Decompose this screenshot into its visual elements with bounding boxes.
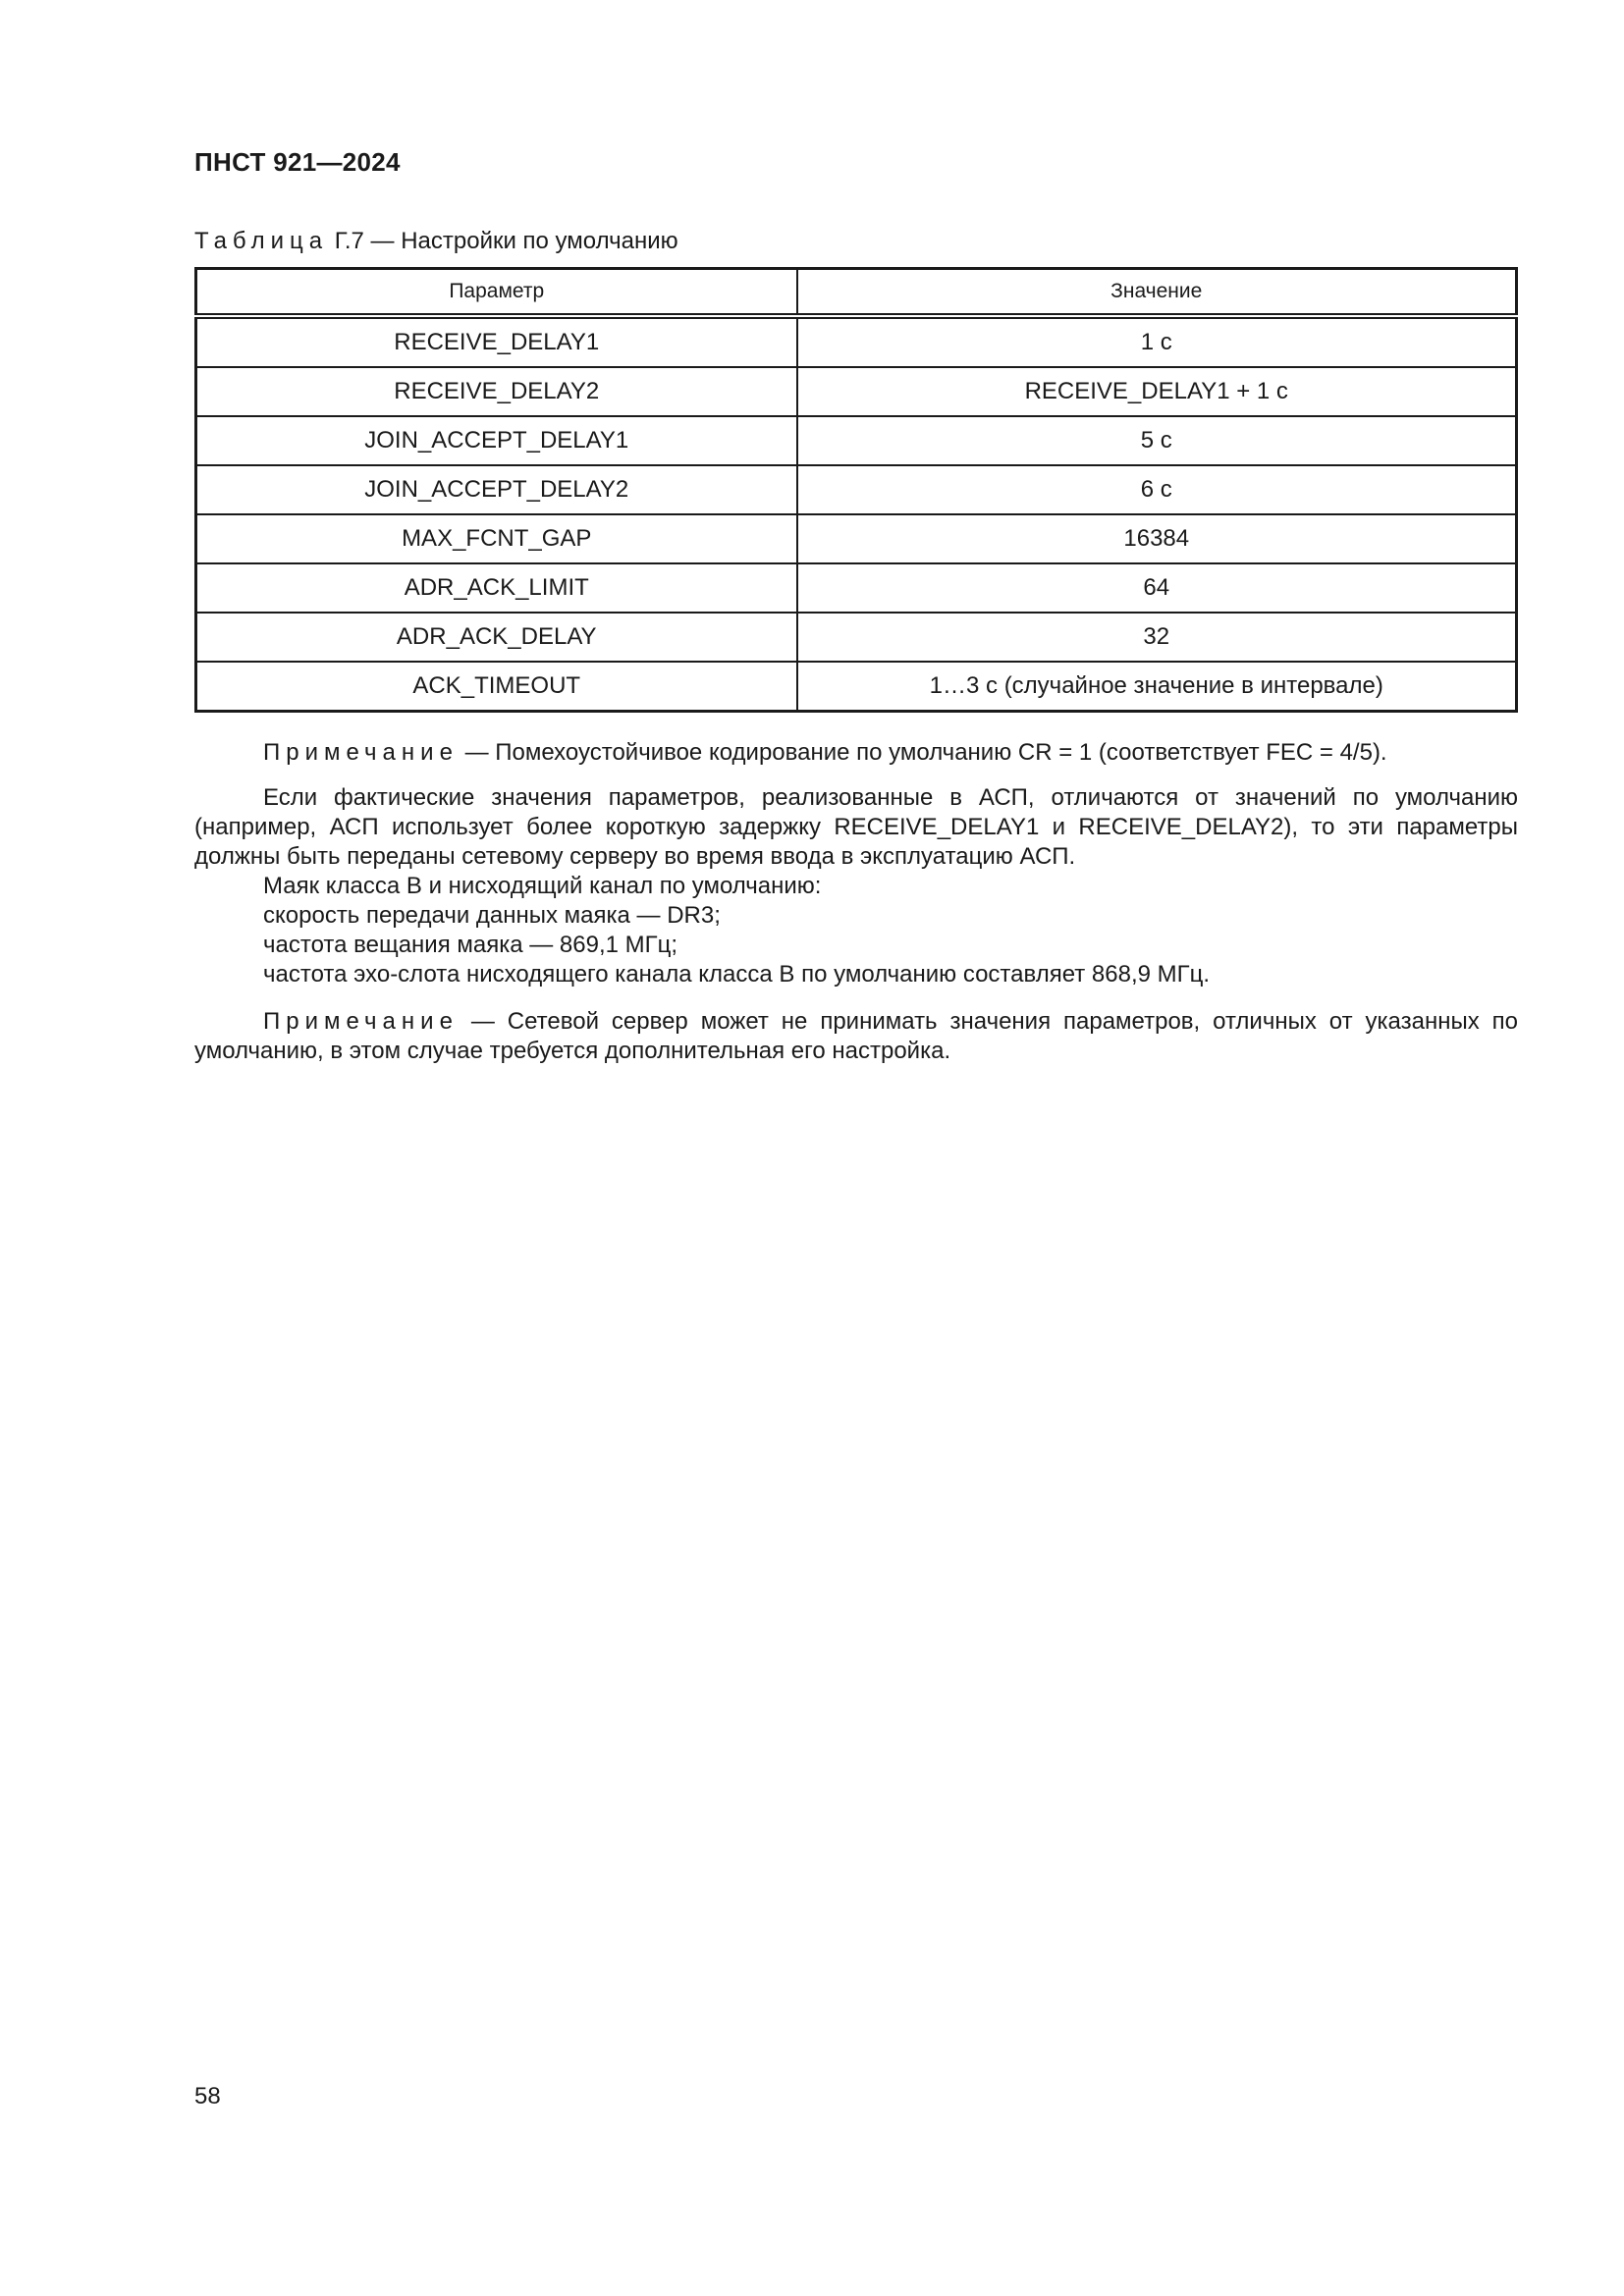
parameter-cell: RECEIVE_DELAY2 bbox=[196, 367, 797, 416]
value-cell: 1…3 с (случайное значение в интервале) bbox=[797, 662, 1517, 712]
value-cell: 5 с bbox=[797, 416, 1517, 465]
beacon-defaults-block bbox=[194, 872, 1518, 989]
table-row bbox=[196, 662, 1517, 712]
value-cell: 6 с bbox=[797, 465, 1517, 514]
note-label: Примечание bbox=[263, 739, 459, 766]
table-caption bbox=[194, 228, 678, 255]
column-header-parameter: Параметр bbox=[196, 269, 797, 317]
parameter-cell: JOIN_ACCEPT_DELAY2 bbox=[196, 465, 797, 514]
table-row bbox=[196, 563, 1517, 613]
table-caption-title: Г.7 — Настройки по умолчанию bbox=[334, 228, 678, 254]
note-text: — Сетевой сервер может не принимать значения параметров, отличных от указанных по умолчанию, в этом случае требуется дополнительная его настройка. bbox=[194, 1008, 1518, 1064]
parameter-cell: JOIN_ACCEPT_DELAY1 bbox=[196, 416, 797, 465]
document-code-header: ПНСТ 921—2024 bbox=[194, 147, 401, 177]
text-line: скорость передачи данных маяка — DR3; bbox=[263, 902, 721, 929]
value-cell: 32 bbox=[797, 613, 1517, 662]
parameter-cell: ACK_TIMEOUT bbox=[196, 662, 797, 712]
table-row bbox=[196, 416, 1517, 465]
page-number: 58 bbox=[194, 2083, 221, 2109]
table-caption-prefix: Таблица bbox=[194, 228, 329, 254]
table-row bbox=[196, 367, 1517, 416]
text-line: Маяк класса В и нисходящий канал по умолчанию: bbox=[263, 873, 822, 899]
table-row bbox=[196, 613, 1517, 662]
table-header-row bbox=[196, 269, 1517, 317]
value-cell: RECEIVE_DELAY1 + 1 с bbox=[797, 367, 1517, 416]
note-network-server bbox=[194, 1007, 1518, 1066]
text-line: частота вещания маяка — 869,1 МГц; bbox=[263, 932, 678, 958]
parameter-cell: MAX_FCNT_GAP bbox=[196, 514, 797, 563]
table-row bbox=[196, 514, 1517, 563]
text-line: частота эхо-слота нисходящего канала класса В по умолчанию составляет 868,9 МГц. bbox=[263, 961, 1211, 988]
column-header-value: Значение bbox=[797, 269, 1517, 317]
default-settings-table bbox=[194, 267, 1518, 713]
table-row bbox=[196, 316, 1517, 367]
note-text: — Помехоустойчивое кодирование по умолчанию CR = 1 (соответствует FEC = 4/5). bbox=[458, 739, 1387, 766]
value-cell: 16384 bbox=[797, 514, 1517, 563]
value-cell: 1 с bbox=[797, 316, 1517, 367]
parameter-cell: ADR_ACK_DELAY bbox=[196, 613, 797, 662]
value-cell: 64 bbox=[797, 563, 1517, 613]
parameter-cell: ADR_ACK_LIMIT bbox=[196, 563, 797, 613]
table-row bbox=[196, 465, 1517, 514]
parameter-cell: RECEIVE_DELAY1 bbox=[196, 316, 797, 367]
note-label: Примечание bbox=[263, 1008, 459, 1035]
paragraph-parameters-commissioning: Если фактические значения параметров, реализованные в АСП, отличаются от значений по умолчанию (например, АСП использует более короткую задержку RECEIVE_DELAY1 и RECEIVE_DELAY2), то эти параметры должны быть переданы сетевому серверу во время ввода в эксплуатацию АСП. bbox=[194, 784, 1518, 870]
note-fec bbox=[194, 738, 1518, 768]
